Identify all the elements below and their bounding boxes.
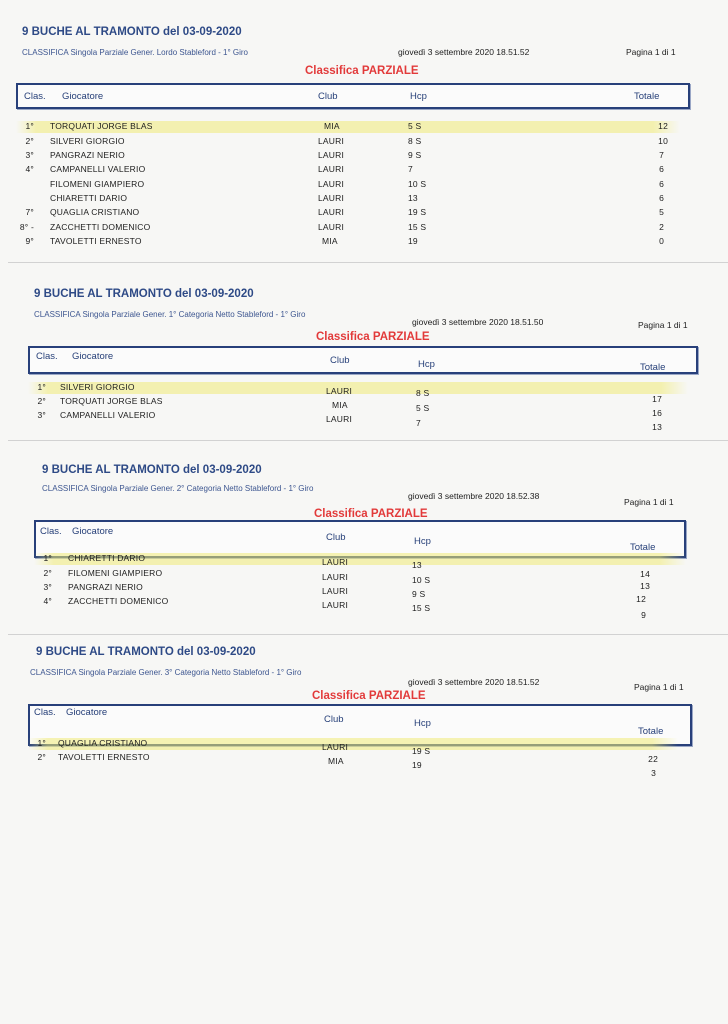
print-datetime: giovedì 3 settembre 2020 18.51.52: [398, 47, 530, 57]
club: LAURI: [322, 557, 349, 567]
total: 6: [659, 164, 664, 174]
section-title: Classifica PARZIALE: [312, 690, 426, 702]
header-hcp: Hcp: [418, 359, 435, 370]
club: MIA: [322, 236, 338, 246]
header-player: Giocatore: [66, 707, 108, 718]
subtitle: CLASSIFICA Singola Parziale Gener. 1° Categoria Netto Stableford - 1° Giro: [34, 310, 306, 319]
club: LAURI: [322, 586, 349, 596]
hcp: 19: [408, 236, 418, 246]
table-row: [16, 236, 680, 248]
player-name: PANGRAZI NERIO: [68, 582, 143, 592]
club: LAURI: [318, 150, 345, 160]
subtitle: CLASSIFICA Singola Parziale Gener. Lordo Stableford - 1° Giro: [22, 48, 248, 57]
subtitle: CLASSIFICA Singola Parziale Gener. 3° Categoria Netto Stableford - 1° Giro: [30, 668, 302, 677]
header-club: Club: [318, 91, 338, 102]
rank: 7°: [25, 207, 34, 217]
rank: 4°: [25, 164, 34, 174]
header-player: Giocatore: [62, 91, 104, 102]
player-name: TORQUATI JORGE BLAS: [50, 121, 153, 131]
table-row: [34, 596, 686, 620]
player-name: PANGRAZI NERIO: [50, 150, 125, 160]
hcp: 10 S: [412, 575, 431, 585]
total: 10: [658, 136, 668, 146]
table-row: [16, 150, 680, 162]
rank: 2°: [43, 568, 52, 578]
total: 6: [659, 179, 664, 189]
header-total: Totale: [630, 542, 656, 553]
sheet-2-categoria: [0, 440, 728, 632]
hcp: 19 S: [408, 207, 427, 217]
player-name: QUAGLIA CRISTIANO: [50, 207, 140, 217]
player-name: CAMPANELLI VALERIO: [60, 410, 156, 420]
event-title: 9 BUCHE AL TRAMONTO del 03-09-2020: [34, 288, 254, 300]
header-clas: Clas.: [24, 91, 46, 102]
player-name: CHIARETTI DARIO: [50, 193, 128, 203]
hcp: 5 S: [408, 121, 422, 131]
total: 13: [652, 422, 662, 432]
table-header: [28, 346, 698, 374]
total: 6: [659, 193, 664, 203]
header-club: Club: [330, 355, 350, 366]
hcp: 13: [408, 193, 418, 203]
header-hcp: Hcp: [414, 536, 431, 547]
club: LAURI: [322, 600, 349, 610]
header-player: Giocatore: [72, 351, 114, 362]
header-clas: Clas.: [34, 707, 56, 718]
sheet-1-categoria: [0, 262, 728, 438]
table-row: [16, 222, 680, 234]
table-row: [16, 207, 680, 219]
table-header: [16, 83, 690, 109]
player-name: SILVERI GIORGIO: [60, 382, 135, 392]
event-title: 9 BUCHE AL TRAMONTO del 03-09-2020: [42, 464, 262, 476]
club: LAURI: [318, 179, 345, 189]
section-title: Classifica PARZIALE: [305, 65, 419, 77]
table-row: [16, 193, 680, 205]
page-info: Pagina 1 di 1: [638, 320, 688, 330]
print-datetime: giovedì 3 settembre 2020 18.52.38: [408, 491, 540, 501]
total: 5: [659, 207, 664, 217]
player-name: CAMPANELLI VALERIO: [50, 164, 146, 174]
club: LAURI: [322, 742, 349, 752]
hcp: 9 S: [412, 589, 426, 599]
page-info: Pagina 1 di 1: [624, 497, 674, 507]
rank: 3°: [43, 582, 52, 592]
player-name: TAVOLETTI ERNESTO: [50, 236, 142, 246]
total: 2: [659, 222, 664, 232]
player-name: QUAGLIA CRISTIANO: [58, 738, 148, 748]
header-clas: Clas.: [36, 351, 58, 362]
header-total: Totale: [634, 91, 660, 102]
total: 16: [652, 408, 662, 418]
hcp: 8 S: [416, 388, 430, 398]
section-title: Classifica PARZIALE: [314, 508, 428, 520]
hcp: 8 S: [408, 136, 422, 146]
player-name: FILOMENI GIAMPIERO: [68, 568, 163, 578]
club: MIA: [328, 756, 344, 766]
rank: 4°: [43, 596, 52, 606]
hcp: 7: [416, 418, 421, 428]
rank: 2°: [25, 136, 34, 146]
header-player: Giocatore: [72, 526, 114, 537]
hcp: 9 S: [408, 150, 422, 160]
total: 13: [640, 581, 650, 591]
club: LAURI: [326, 386, 353, 396]
club: LAURI: [318, 164, 345, 174]
table-row: [16, 179, 680, 191]
total: 22: [648, 754, 658, 764]
header-clas: Clas.: [40, 526, 62, 537]
hcp: 10 S: [408, 179, 427, 189]
table-row: [28, 410, 688, 432]
table-row: [28, 752, 678, 778]
table-row: [16, 121, 680, 133]
rank: 2°: [37, 752, 46, 762]
hcp: 19 S: [412, 746, 431, 756]
hcp: 15 S: [412, 603, 431, 613]
player-name: TAVOLETTI ERNESTO: [58, 752, 150, 762]
header-club: Club: [326, 532, 346, 543]
total: 9: [641, 610, 646, 620]
table-row: [16, 136, 680, 148]
rank: 1°: [37, 382, 46, 392]
header-total: Totale: [640, 362, 666, 373]
section-title: Classifica PARZIALE: [316, 331, 430, 343]
rank: 2°: [37, 396, 46, 406]
header-total: Totale: [638, 726, 664, 737]
rank: 1°: [25, 121, 34, 131]
print-datetime: giovedì 3 settembre 2020 18.51.50: [412, 317, 544, 327]
event-title: 9 BUCHE AL TRAMONTO del 03-09-2020: [36, 646, 256, 658]
club: LAURI: [318, 222, 345, 232]
rank: 8° -: [19, 222, 34, 232]
club: MIA: [324, 121, 340, 131]
total: 14: [640, 569, 650, 579]
total: 0: [659, 236, 664, 246]
rank: 3°: [25, 150, 34, 160]
print-datetime: giovedì 3 settembre 2020 18.51.52: [408, 677, 540, 687]
header-hcp: Hcp: [410, 91, 427, 102]
total: 12: [658, 121, 668, 131]
subtitle: CLASSIFICA Singola Parziale Gener. 2° Categoria Netto Stableford - 1° Giro: [42, 484, 314, 493]
player-name: SILVERI GIORGIO: [50, 136, 125, 146]
hcp: 7: [408, 164, 413, 174]
player-name: TORQUATI JORGE BLAS: [60, 396, 163, 406]
player-name: FILOMENI GIAMPIERO: [50, 179, 145, 189]
hcp: 19: [412, 760, 422, 770]
total: 3: [651, 768, 656, 778]
club: LAURI: [318, 193, 345, 203]
club: LAURI: [326, 414, 353, 424]
header-hcp: Hcp: [414, 718, 431, 729]
event-title: 9 BUCHE AL TRAMONTO del 03-09-2020: [22, 26, 242, 38]
player-name: CHIARETTI DARIO: [68, 553, 146, 563]
club: MIA: [332, 400, 348, 410]
club: LAURI: [322, 572, 349, 582]
page-info: Pagina 1 di 1: [626, 47, 676, 57]
total: 12: [636, 594, 646, 604]
sheet-3-categoria: [0, 634, 728, 794]
hcp: 15 S: [408, 222, 427, 232]
table-row: [16, 164, 680, 176]
rank: 1°: [37, 738, 46, 748]
rank: 1°: [43, 553, 52, 563]
hcp: 5 S: [416, 403, 430, 413]
total: 7: [659, 150, 664, 160]
sheet-lordo-stableford: [0, 0, 728, 258]
hcp: 13: [412, 560, 422, 570]
page-info: Pagina 1 di 1: [634, 682, 684, 692]
club: LAURI: [318, 207, 345, 217]
rank: 3°: [37, 410, 46, 420]
total: 17: [652, 394, 662, 404]
club: LAURI: [318, 136, 345, 146]
rank: 9°: [25, 236, 34, 246]
header-club: Club: [324, 714, 344, 725]
player-name: ZACCHETTI DOMENICO: [50, 222, 151, 232]
player-name: ZACCHETTI DOMENICO: [68, 596, 169, 606]
